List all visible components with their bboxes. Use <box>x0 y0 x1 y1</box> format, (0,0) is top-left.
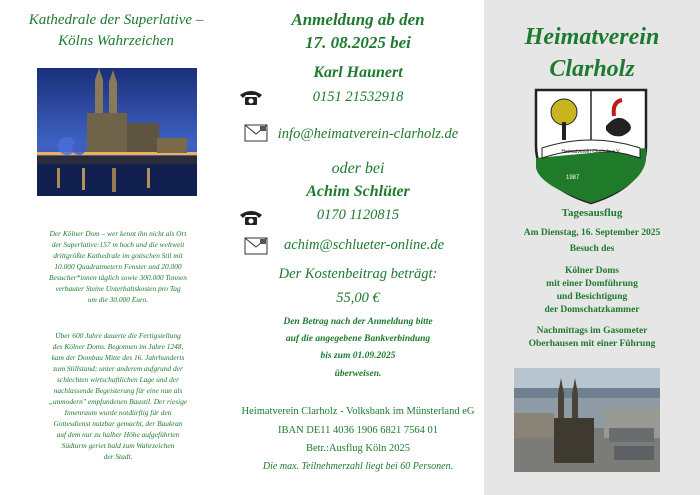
text-line: Besucher*innen täglich sowie 300.000 Tonnen <box>49 273 187 282</box>
panel1-title-line1: Kathedrale der Superlative – <box>28 12 204 28</box>
max-participants: Die max. Teilnehmerzahl liegt bei 60 Personen. <box>262 461 454 472</box>
contact1-phone: 0151 21532918 <box>312 89 404 105</box>
crest-year: 1987 <box>566 175 580 181</box>
iban: IBAN DE11 4036 1906 6821 7564 01 <box>277 425 439 436</box>
transfer-subject: Betr.:Ausflug Köln 2025 <box>305 443 411 454</box>
program-line: Kölner Doms <box>565 266 619 276</box>
panel1-title <box>0 10 232 52</box>
text-line: nachlassende Begeisterung für eine nun als <box>53 386 183 395</box>
contact2-phone: 0170 1120815 <box>316 207 400 223</box>
text-line: schlechten wirtschaftlichen Lage und der <box>57 375 179 384</box>
text-line: auf dem nur zu halber Höhe aufgeführten <box>56 430 180 439</box>
transfer-note-line: überweisen. <box>334 369 382 379</box>
bank-name: Heimatverein Clarholz - Volksbank im Münsterland eG <box>241 406 475 417</box>
text-line: Südturm geriet bald zum Wahrzeichen <box>61 441 175 450</box>
transfer-note-line: Den Betrag nach der Anmeldung bitte <box>283 317 433 327</box>
cathedral-night-photo <box>37 68 197 196</box>
contact2-email: achim@schlueter-online.de <box>283 237 445 253</box>
panel-registration <box>232 0 484 495</box>
text-line: 10.000 Quadratmetern Fenster und 20.000 <box>54 262 182 271</box>
text-line: des Kölner Doms. Begonnen im Jahre 1248, <box>52 342 184 351</box>
contact2-name: Achim Schlüter <box>306 183 410 200</box>
text-line: der Superlative:157 m hoch und die weltweit <box>51 240 185 249</box>
cost-value: 55,00 € <box>336 290 380 306</box>
cost-label: Der Kostenbeitrag beträgt: <box>278 266 438 282</box>
afternoon-line: Oberhausen mit einer Führung <box>528 339 656 349</box>
contact1-email: info@heimatverein-clarholz.de <box>277 126 459 142</box>
text-line: drittgrößte Kathedrale im gotischen Stil mit <box>53 251 183 260</box>
registration-heading-line1: Anmeldung ab den <box>291 10 425 29</box>
afternoon-line: Nachmittags im Gasometer <box>536 326 648 336</box>
program-line: mit einer Domführung <box>546 279 638 289</box>
transfer-note-line: auf die angegebene Bankverbindung <box>285 334 431 344</box>
program-line: und Besichtigung <box>556 292 628 302</box>
cathedral-description-1 <box>22 228 214 305</box>
text-line: um die 30.000 Euro. <box>87 295 149 304</box>
transfer-note-line: bis zum 01.09.2025 <box>320 351 396 361</box>
registration-heading-line2: 17. 08.2025 bei <box>305 33 411 52</box>
text-line: Gottesdienst nutzbar gemacht, der Baukran <box>53 419 183 428</box>
club-name-line1: Heimatverein <box>524 24 660 50</box>
visit-label: Besuch des <box>569 244 615 254</box>
text-line: „unmodern" empfundenen Baustil. Der riesige <box>48 397 188 406</box>
panel-cathedral-info <box>0 0 232 495</box>
cologne-aerial-photo <box>514 368 660 472</box>
text-line: zum Stillstand; unter anderem aufgrund der <box>53 364 183 373</box>
text-line: verbauter Steine Unterhaltskosten pro Tag <box>55 284 181 293</box>
program-line: der Domschatzkammer <box>544 305 640 315</box>
trip-title: Tagesausflug <box>561 207 623 219</box>
trip-date: Am Dienstag, 16. September 2025 <box>523 228 661 238</box>
club-crest-logo <box>532 86 650 206</box>
cathedral-description-2 <box>22 330 214 462</box>
contact1-name: Karl Haunert <box>313 64 403 81</box>
panel-cover <box>484 0 700 495</box>
text-line: Über 600 Jahre dauerte die Fertigstellung <box>55 331 181 340</box>
text-line: der Stadt. <box>103 452 133 461</box>
text-line: kam der Dombau Mitte des 16. Jahrhunderts <box>51 353 185 362</box>
or-text: oder bei <box>331 160 385 177</box>
crest-band-text: Heimatverein Clarholz e.V. <box>561 149 621 155</box>
text-line: Der Kölner Dom – wer kennt ihn nicht als Ort <box>49 229 187 238</box>
panel1-title-line2: Kölns Wahrzeichen <box>58 33 174 49</box>
text-line: Innenraum wurde notdürftig für den <box>64 408 172 417</box>
club-name-line2: Clarholz <box>549 56 635 82</box>
